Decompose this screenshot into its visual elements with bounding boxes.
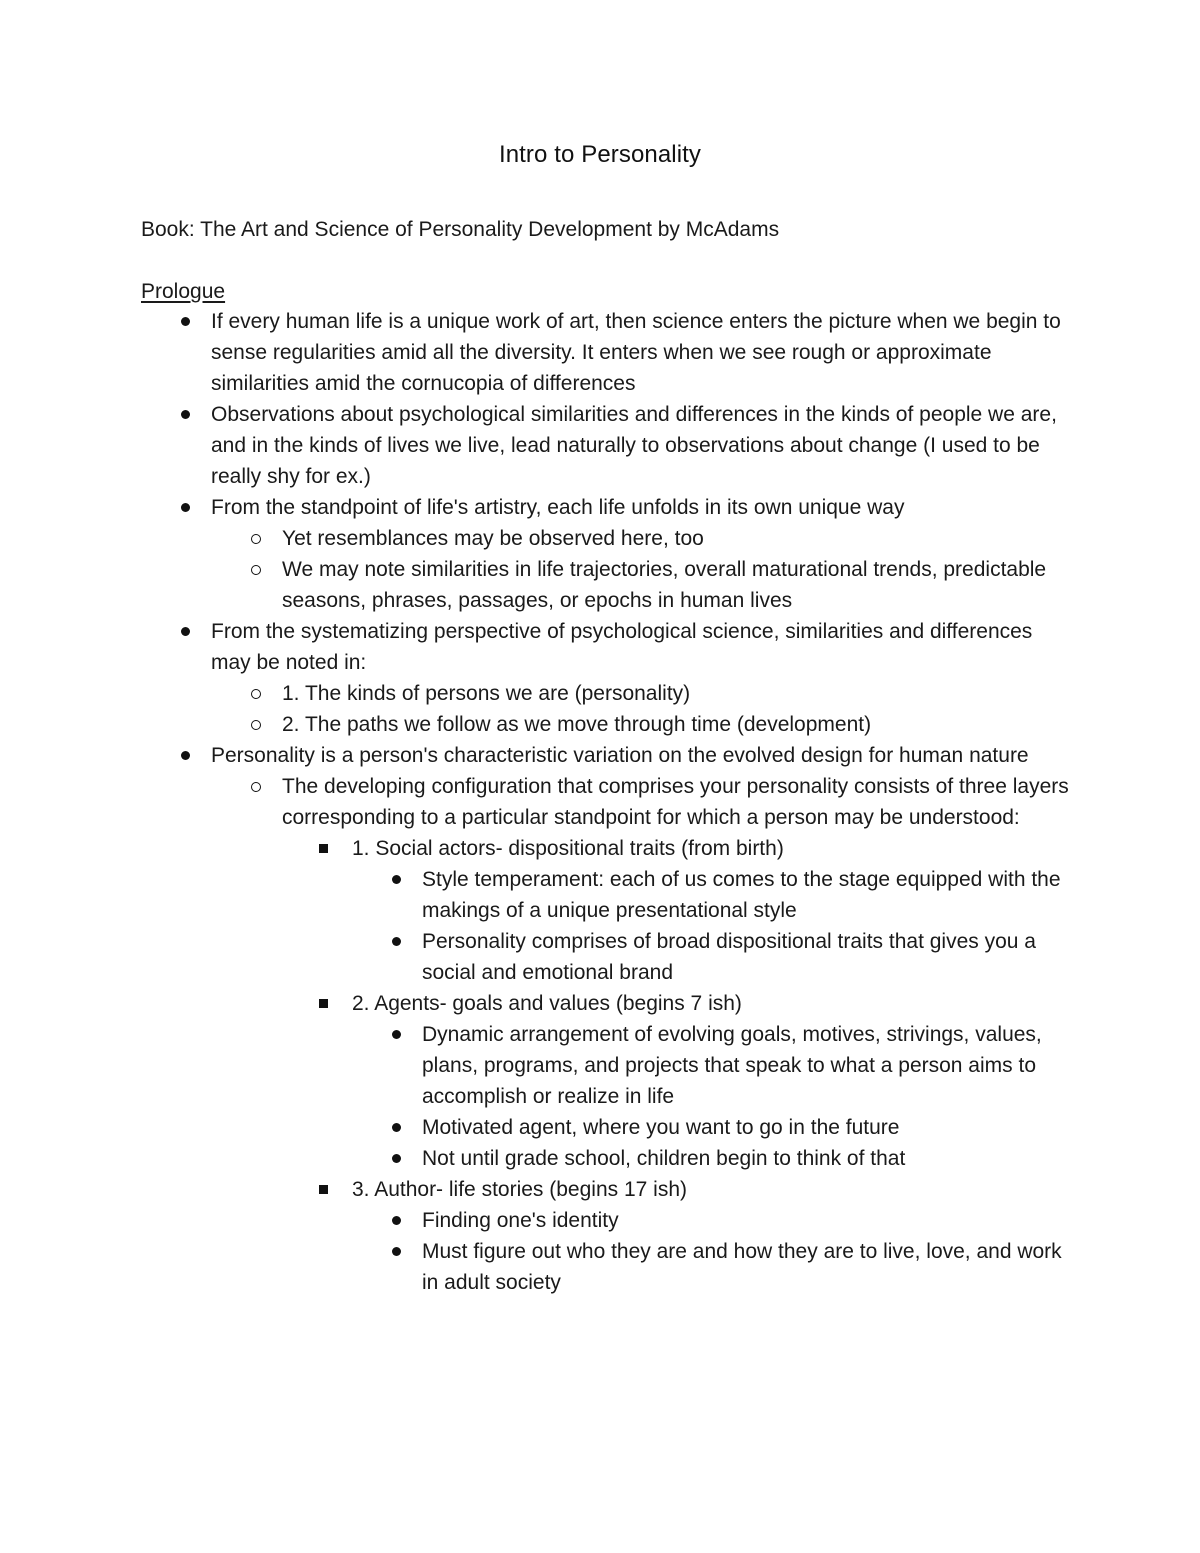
list-item-text: 1. The kinds of persons we are (personality) bbox=[282, 682, 691, 705]
nested-list-level-4 bbox=[0, 864, 1200, 988]
list-item-level-1 bbox=[0, 740, 1200, 1298]
list-item-text: From the systematizing perspective of psychological science, similarities and differences may be noted in: bbox=[211, 620, 1033, 674]
bullet-dot-icon bbox=[389, 864, 403, 895]
nested-list-level-2 bbox=[0, 678, 1200, 740]
list-item-text: If every human life is a unique work of art, then science enters the picture when we begin to sense regularities amid all the diversity. It enters when we see rough or approximate similarities amid the cornucopia of differences bbox=[211, 310, 1061, 395]
bullet-circle-icon bbox=[249, 771, 263, 802]
list-item-level-4 bbox=[0, 1205, 1200, 1236]
list-item-level-2 bbox=[0, 771, 1200, 1298]
list-item-level-2 bbox=[0, 709, 1200, 740]
list-item-level-1 bbox=[0, 492, 1200, 616]
bullet-circle-icon bbox=[249, 709, 263, 740]
bullet-circle-icon bbox=[249, 678, 263, 709]
list-item-text: We may note similarities in life trajectories, overall maturational trends, predictable seasons, phrases, passages, or epochs in human lives bbox=[282, 558, 1047, 612]
list-item-text: From the standpoint of life's artistry, each life unfolds in its own unique way bbox=[211, 496, 905, 519]
list-item-text: 2. The paths we follow as we move through time (development) bbox=[282, 713, 872, 736]
bullet-dot-icon bbox=[389, 1205, 403, 1236]
list-item-text: The developing configuration that comprises your personality consists of three layers corresponding to a particular standpoint for which a person may be understood: bbox=[282, 775, 1069, 829]
bullet-square-icon bbox=[316, 1174, 330, 1205]
prologue-outline bbox=[0, 306, 1200, 1298]
document-title: Intro to Personality bbox=[498, 141, 702, 168]
bullet-dot-icon bbox=[178, 616, 192, 647]
list-item-level-3 bbox=[0, 988, 1200, 1174]
list-item-text: Observations about psychological similarities and differences in the kinds of people we are, and in the kinds of lives we live, lead naturally to observations about change (I used to be really shy for ex.) bbox=[211, 403, 1057, 488]
list-item-level-1 bbox=[0, 306, 1200, 399]
list-item-text: Dynamic arrangement of evolving goals, motives, strivings, values, plans, programs, and projects that speak to what a person aims to accomplish or realize in life bbox=[422, 1023, 1042, 1108]
list-item-text: 1. Social actors- dispositional traits (from birth) bbox=[352, 837, 784, 860]
section-heading-prologue: Prologue bbox=[141, 280, 226, 303]
list-item-level-4 bbox=[0, 864, 1200, 926]
list-item-level-4 bbox=[0, 1019, 1200, 1112]
bullet-dot-icon bbox=[389, 926, 403, 957]
list-item-level-2 bbox=[0, 523, 1200, 554]
list-item-level-2 bbox=[0, 678, 1200, 709]
nested-list-level-2 bbox=[0, 771, 1200, 1298]
bullet-square-icon bbox=[316, 988, 330, 1019]
list-item-level-3 bbox=[0, 833, 1200, 988]
list-item-text: Style temperament: each of us comes to the stage equipped with the makings of a unique presentational style bbox=[422, 868, 1061, 922]
list-item-level-1 bbox=[0, 399, 1200, 492]
list-item-level-4 bbox=[0, 1143, 1200, 1174]
list-item-level-4 bbox=[0, 1236, 1200, 1298]
list-item-level-4 bbox=[0, 1112, 1200, 1143]
list-item-text: Personality comprises of broad dispositional traits that gives you a social and emotional brand bbox=[422, 930, 1036, 984]
nested-list-level-3 bbox=[0, 833, 1200, 1298]
bullet-dot-icon bbox=[178, 399, 192, 430]
nested-list-level-4 bbox=[0, 1019, 1200, 1174]
nested-list-level-2 bbox=[0, 523, 1200, 616]
bullet-circle-icon bbox=[249, 554, 263, 585]
book-reference: Book: The Art and Science of Personality Development by McAdams bbox=[141, 218, 780, 241]
list-item-text: 2. Agents- goals and values (begins 7 ish) bbox=[352, 992, 742, 1015]
nested-list-level-4 bbox=[0, 1205, 1200, 1298]
list-item-level-3 bbox=[0, 1174, 1200, 1298]
list-item-level-1 bbox=[0, 616, 1200, 740]
list-item-text: Yet resemblances may be observed here, too bbox=[282, 527, 704, 550]
bullet-dot-icon bbox=[389, 1019, 403, 1050]
list-item-text: 3. Author- life stories (begins 17 ish) bbox=[352, 1178, 687, 1201]
list-item-text: Finding one's identity bbox=[422, 1209, 619, 1232]
bullet-dot-icon bbox=[178, 306, 192, 337]
bullet-dot-icon bbox=[389, 1112, 403, 1143]
bullet-dot-icon bbox=[178, 492, 192, 523]
bullet-dot-icon bbox=[389, 1236, 403, 1267]
bullet-dot-icon bbox=[389, 1143, 403, 1174]
bullet-square-icon bbox=[316, 833, 330, 864]
list-item-level-4 bbox=[0, 926, 1200, 988]
list-item-level-2 bbox=[0, 554, 1200, 616]
bullet-dot-icon bbox=[178, 740, 192, 771]
list-item-text: Not until grade school, children begin to think of that bbox=[422, 1147, 906, 1170]
list-item-text: Must figure out who they are and how they are to live, love, and work in adult society bbox=[422, 1240, 1062, 1294]
list-item-text: Personality is a person's characteristic variation on the evolved design for human nature bbox=[211, 744, 1029, 767]
list-item-text: Motivated agent, where you want to go in the future bbox=[422, 1116, 900, 1139]
bullet-circle-icon bbox=[249, 523, 263, 554]
